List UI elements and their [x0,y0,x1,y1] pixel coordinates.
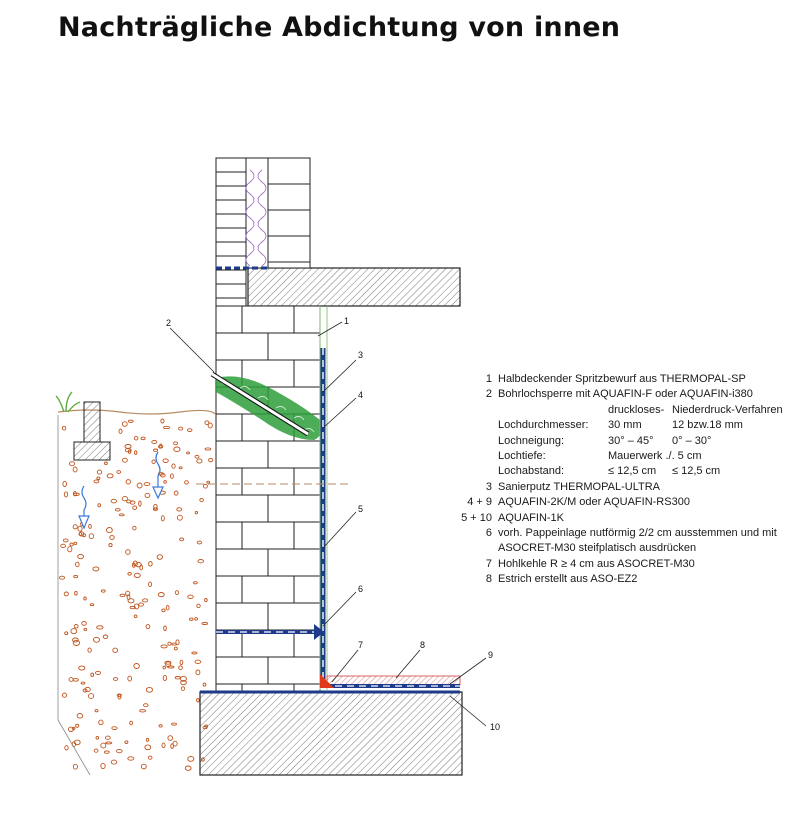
legend-table-row: Lochneigung: 30° – 45° 0° – 30° [498,434,712,447]
callout-10: 10 [490,722,501,732]
legend-item-2: 2 Bohrlochsperre mit AQUAFIN-F oder AQUAFIN-i380 [485,388,753,401]
legend-item-5-10: 5 + 10 AQUAFIN-1K [461,511,565,524]
legend-table-row: Lochtiefe: Mauerwerk ./. 5 cm [498,450,702,463]
soil [58,410,215,775]
legend-table-row: Lochdurchmesser: 30 mm 12 bzw.18 mm [498,419,743,432]
legend-table-header: druckloses- Niederdruck-Verfahren [608,403,783,416]
legend-item-8: 8 Estrich erstellt aus ASO-EZ2 [485,573,638,586]
callout-5: 5 [358,504,364,514]
legend-item-6-cont: ASOCRET-M30 steifplatisch ausdrücken [498,542,697,555]
legend-item-1: 1 Halbdeckender Spritzbewurf aus THERMOPAL-SP [485,373,746,385]
foundation-slab [200,692,462,775]
masonry-wall [216,306,320,692]
callout-6: 6 [358,584,364,594]
legend [446,372,796,588]
ceiling-slab [248,268,460,306]
callout-7: 7 [358,640,364,650]
callout-2: 2 [166,318,172,328]
legend-table-row: Lochabstand: ≤ 12,5 cm ≤ 12,5 cm [498,465,721,478]
callout-4: 4 [358,390,364,400]
legend-item-4-9: 4 + 9 AQUAFIN-2K/M oder AQUAFIN-RS300 [467,496,690,509]
legend-item-3: 3 Sanierputz THERMOPAL-ULTRA [485,480,660,493]
callout-3: 3 [358,350,364,360]
legend-item-6: 6 vorh. Pappeinlage nutförmig 2/2 cm ausstemmen und mit [485,527,777,540]
callout-1: 1 [344,316,350,326]
callout-8: 8 [420,640,426,650]
legend-item-7: 7 Hohlkehle R ≥ 4 cm aus ASOCRET-M30 [485,557,695,570]
callout-9: 9 [488,650,494,660]
grass-icon [56,392,80,412]
page-title: Nachträgliche Abdichtung von innen [58,12,621,43]
